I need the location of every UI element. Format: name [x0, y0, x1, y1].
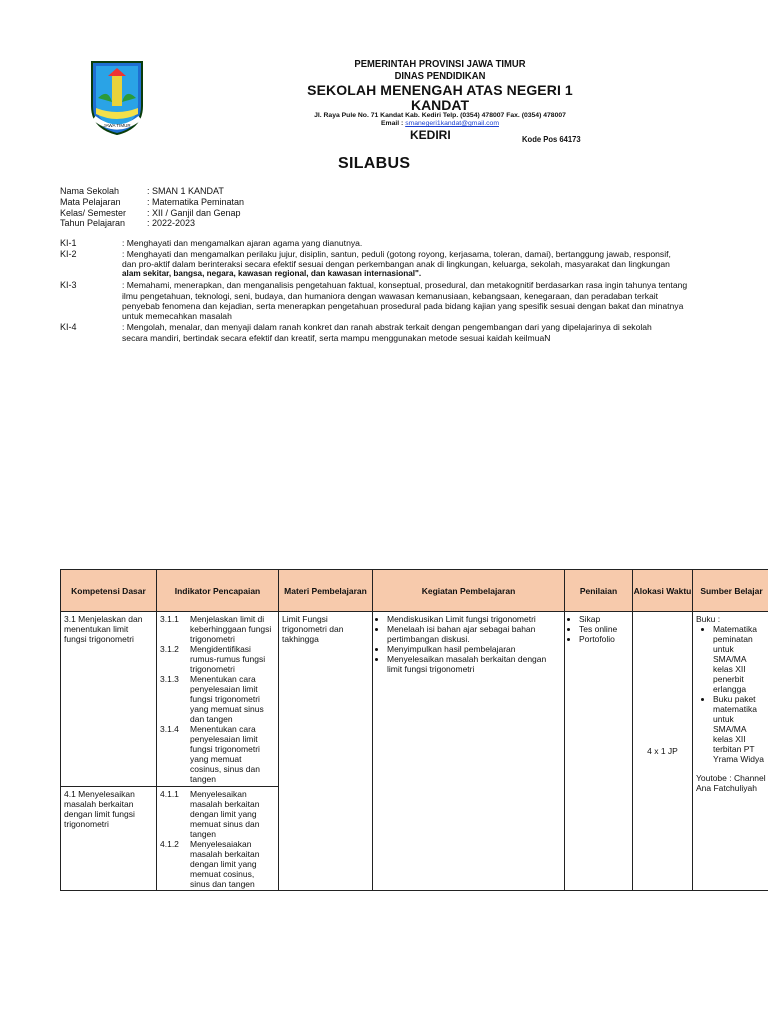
- kegiatan-cell: [372, 611, 565, 891]
- indicator-item: [160, 724, 275, 784]
- identity-value: : XII / Ganjil dan Genap: [147, 208, 241, 218]
- indicator-item: [160, 614, 275, 644]
- indicator-text: Menyelesaiakan masalah berkaitan dengan limit yang memuat cosinus, sinus dan tangen: [190, 839, 260, 889]
- indicator-text: Mengidentifikasi rumus-rumus fungsi trigonometri: [190, 644, 266, 674]
- indicator-number: 4.1.2: [160, 839, 179, 849]
- header-penilaian: Penilaian: [564, 569, 633, 612]
- indicator-number: 3.1.4: [160, 724, 179, 734]
- indicator-item: [160, 644, 275, 674]
- materi-cell: Limit Fungsi trigonometri dan takhingga: [278, 611, 373, 891]
- kegiatan-item: • Menelaah isi bahan ajar sebagai bahan pertimbangan diskusi.: [387, 624, 561, 644]
- ki2-line: : Menghayati dan mengamalkan perilaku jujur, disiplin, santun, peduli (gotong royong, kerjasama, toleran, damai), bertanggung jawab, responsif,: [122, 249, 671, 259]
- email-row: [240, 120, 640, 127]
- ki2-line: alam sekitar, bangsa, negara, kawasan regional, dan kawasan internasional".: [122, 269, 422, 278]
- indicator-text: Menentukan cara penyelesaian limit fungsi trigonometri yang memuat sinus dan tangen: [190, 674, 264, 724]
- indicator-cell: [156, 611, 279, 787]
- sumber-item: • Matematika peminatan untuk SMA/MA kelas XII penerbit erlangga: [713, 624, 767, 694]
- ki3-line: ilmu pengetahuan, teknologi, seni, budaya, dan humaniora dengan wawasan kemanusiaan, kebangsaan, kenegaraan, dan peradaban terkait: [122, 291, 659, 301]
- identity-value: : Matematika Peminatan: [147, 197, 245, 207]
- email-link[interactable]: smanegeri1kandat@gmail.com: [405, 120, 499, 127]
- indicator-item: [160, 839, 275, 889]
- kegiatan-item: • Menyelesaikan masalah berkaitan dengan limit fungsi trigonometri: [387, 654, 561, 674]
- identity-value: : SMAN 1 KANDAT: [147, 186, 224, 196]
- header-kegiatan: Kegiatan Pembelajaran: [372, 569, 565, 612]
- ki1-label: KI-1: [60, 238, 77, 248]
- ki3-line: penyebab fenomena dan kejadian, serta menerapkan pengetahuan prosedural pada bidang kajian yang spesifik sesuai dengan bakat dan minatnya: [122, 301, 684, 311]
- indicator-number: 3.1.1: [160, 614, 179, 624]
- penilaian-cell: [564, 611, 633, 891]
- penilaian-list: [568, 614, 629, 644]
- indicator-number: 3.1.3: [160, 674, 179, 684]
- address-line: Jl. Raya Pule No. 71 Kandat Kab. Kediri Telp. (0354) 478007 Fax. (0354) 478007: [314, 112, 566, 119]
- identity-label: Mata Pelajaran: [60, 197, 121, 207]
- school-name-line2: KANDAT: [410, 97, 470, 113]
- identity-label: Kelas/ Semester: [60, 208, 127, 218]
- kegiatan-item: • Mendiskusikan Limit fungsi trigonometri: [387, 614, 561, 624]
- ki1-text: : Menghayati dan mengamalkan ajaran agama yang dianutnya.: [122, 238, 363, 248]
- kd-cell: 4.1 Menyelesaikan masalah berkaitan dengan limit fungsi trigonometri: [60, 786, 157, 891]
- syllabus-table: [60, 569, 766, 891]
- indicator-cell: [156, 786, 279, 891]
- ki4-line: : Mengolah, menalar, dan menyaji dalam ranah konkret dan ranah abstrak terkait dengan pengembangan dari yang dipelajarinya di sekolah: [122, 322, 652, 332]
- indicator-text: Menyelesaikan masalah berkaitan dengan limit yang memuat sinus dan tangen: [190, 789, 260, 839]
- header-alokasi: Alokasi Waktu: [632, 569, 693, 612]
- ki3-line: : Memahami, menerapkan, dan menganalisis pengetahuan faktual, konseptual, prosedural, dan metakognitif berdasarkan rasa ingin tahunya tentang: [122, 280, 688, 290]
- postal-code: Kode Pos 64173: [522, 134, 581, 144]
- document-title: SILABUS: [338, 155, 411, 172]
- ki3-label: KI-3: [60, 280, 77, 290]
- identity-value: : 2022-2023: [147, 218, 196, 228]
- government-line: PEMERINTAH PROVINSI JAWA TIMUR: [354, 58, 526, 70]
- department-line: DINAS PENDIDIKAN: [394, 70, 486, 82]
- indicator-text: Menentukan cara penyelesaian limit fungsi trigonometri yang memuat cosinus, sinus dan tangen: [190, 724, 260, 784]
- identity-label: Tahun Pelajaran: [60, 218, 126, 228]
- penilaian-item: • Tes online: [579, 624, 629, 634]
- ki4-label: KI-4: [60, 322, 77, 332]
- ki2-line: dan pro-aktif dalam berinteraksi secara efektif sesuai dengan perkembangan anak di lingkungan, keluarga, sekolah, masyarakat dan lingkungan: [122, 259, 670, 269]
- indicator-number: 4.1.1: [160, 789, 179, 799]
- ki3-line: untuk memecahkan masalah: [122, 311, 232, 321]
- indicator-text: Menjelaskan limit di keberhinggaan fungsi trigonometri: [190, 614, 272, 644]
- sumber-list: [696, 624, 767, 764]
- indicator-item: [160, 789, 275, 839]
- kegiatan-item: • Menyimpulkan hasil pembelajaran: [387, 644, 561, 654]
- sumber-cell: [692, 611, 768, 891]
- ki2-label: KI-2: [60, 249, 77, 259]
- kegiatan-list: [376, 614, 561, 674]
- logo-ribbon-text: JAWA TIMUR: [103, 123, 131, 128]
- alokasi-cell: [632, 611, 693, 891]
- header-materi: Materi Pembelajaran: [278, 569, 373, 612]
- sumber-youtube: Youtobe : Channel Ana Fatchuliyah: [696, 773, 766, 793]
- header-indikator: Indikator Pencapaian: [156, 569, 279, 612]
- sumber-item: • Buku paket matematika untuk SMA/MA kelas XII terbitan PT Yrama Widya: [713, 694, 767, 764]
- identity-label: Nama Sekolah: [60, 186, 120, 196]
- penilaian-item: • Sikap: [579, 614, 629, 624]
- school-name-line1: SEKOLAH MENENGAH ATAS NEGERI 1: [307, 82, 573, 98]
- province-logo: [88, 58, 146, 136]
- indicator-item: [160, 674, 275, 724]
- penilaian-item: • Portofolio: [579, 634, 629, 644]
- kd-cell: 3.1 Menjelaskan dan menentukan limit fungsi trigonometri: [60, 611, 157, 787]
- email-label: Email :: [381, 120, 404, 127]
- city-name: KEDIRI: [410, 128, 451, 142]
- alokasi-value: 4 x 1 JP: [647, 746, 678, 756]
- ki4-line: secara mandiri, bertindak secara efektif dan kreatif, serta mampu menggunakan metode sesuai kaidah keilmuaN: [122, 333, 551, 343]
- sumber-buku-label: Buku :: [696, 614, 721, 624]
- indicator-number: 3.1.2: [160, 644, 179, 654]
- header-kompetensi-dasar: Kompetensi Dasar: [60, 569, 157, 612]
- header-sumber-belajar: Sumber Belajar: [692, 569, 768, 612]
